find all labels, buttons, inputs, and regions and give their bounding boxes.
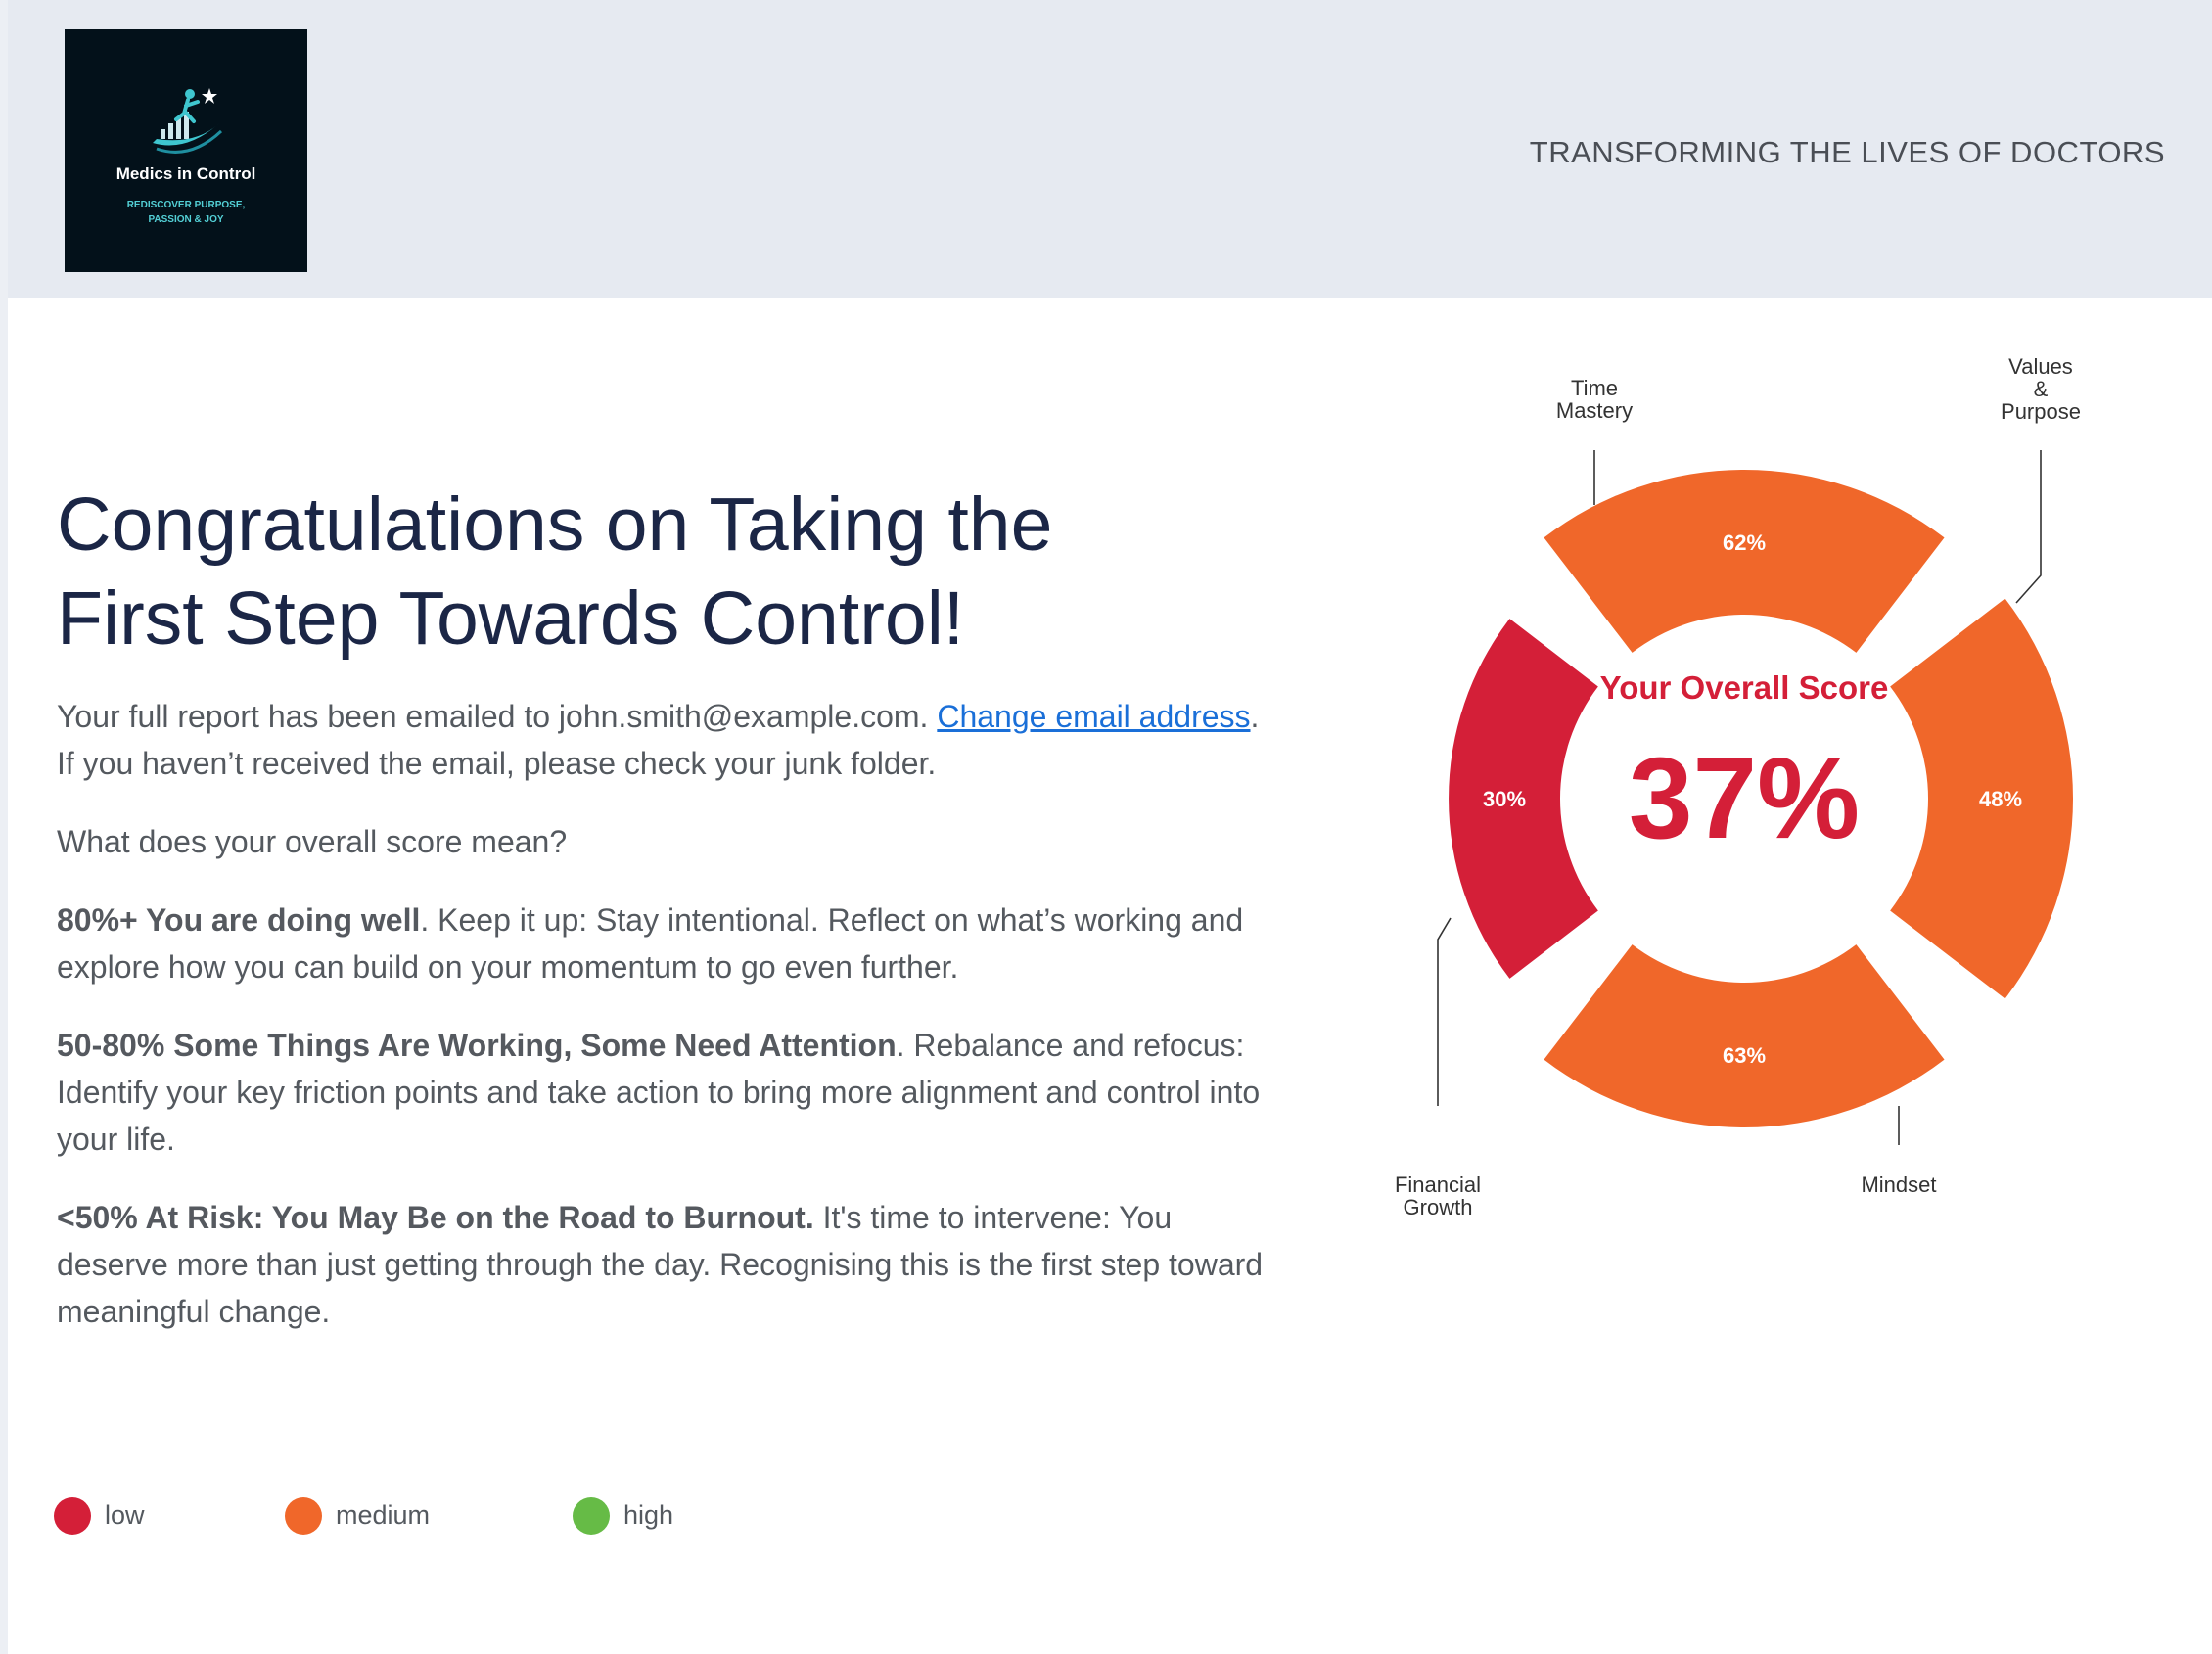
donut-segment-financial-growth [1544, 944, 1944, 1127]
logo-tagline-line1: REDISCOVER PURPOSE, [126, 200, 246, 210]
category-label: Growth [1403, 1195, 1473, 1219]
category-label: Purpose [2001, 399, 2081, 424]
legend-dot-high [573, 1497, 610, 1535]
score-band-heading: 50-80% Some Things Are Working, Some Need Attention [57, 1028, 897, 1063]
left-edge-strip [0, 0, 8, 1654]
legend-label: low [105, 1500, 145, 1530]
results-content [57, 478, 1270, 1335]
logo-tagline-line2: PASSION & JOY [148, 214, 224, 225]
category-label: Mastery [1555, 398, 1634, 423]
header-tagline: TRANSFORMING THE LIVES OF DOCTORS [1529, 135, 2165, 169]
leader-line [1438, 918, 1451, 1106]
donut-value-label: 48% [1978, 787, 2023, 811]
score-band-medium [57, 1022, 1270, 1163]
category-label: Values [2008, 354, 2073, 379]
page-title-line1: Congratulations on Taking the [57, 482, 1053, 567]
score-band-high [57, 896, 1270, 990]
page-title [57, 478, 1270, 666]
score-band-low [57, 1194, 1270, 1335]
logo-title: Medics in Control [115, 164, 256, 183]
donut-value-label: 63% [1722, 1043, 1767, 1068]
score-band-heading: 80%+ You are doing well [57, 902, 421, 938]
email-notice-text: Your full report has been emailed to john.smith@example.com. [57, 699, 938, 734]
header-bar [8, 0, 2212, 298]
legend-dot-low [54, 1497, 91, 1535]
logo[interactable] [65, 29, 307, 272]
legend-label: high [623, 1500, 674, 1530]
category-label: & [2033, 377, 2049, 401]
overall-score-label: Your Overall Score [1599, 669, 1889, 706]
legend-label: medium [336, 1500, 431, 1530]
overall-score-value: 37% [1628, 734, 1861, 863]
score-question: What does your overall score mean? [57, 824, 568, 859]
logo-runner-icon [147, 84, 225, 159]
leader-line [2016, 450, 2041, 603]
score-band-text: . Rebalance and refocus: Identify your key friction points and take action to bring more alignment and control into your life. [57, 1028, 1261, 1157]
overall-score-donut-chart [1331, 333, 2173, 1292]
category-label: Financial [1394, 1172, 1482, 1197]
page-title-line2: First Step Towards Control! [57, 576, 965, 661]
email-notice [57, 693, 1270, 787]
donut-value-label: 30% [1482, 787, 1527, 811]
category-label: Mindset [1861, 1172, 1937, 1197]
logo-tagline [65, 198, 307, 227]
donut-segment-values-purpose [1544, 470, 1944, 653]
score-band-text: . Keep it up: Stay intentional. Reflect on what’s working and explore how you can build on your momentum to go even further. [57, 902, 1244, 985]
donut-value-label: 62% [1722, 530, 1767, 555]
score-band-text: It's time to intervene: You deserve more than just getting through the day. Recognising this is the first step toward meaningful change. [57, 1200, 1264, 1329]
change-email-link[interactable]: Change email address [937, 699, 1251, 734]
score-band-heading: <50% At Risk: You May Be on the Road to Burnout. [57, 1200, 814, 1235]
category-label: Time [1570, 376, 1619, 400]
legend-dot-medium [285, 1497, 322, 1535]
email-notice-suffix: . If you haven’t received the email, please check your junk folder. [57, 699, 1260, 781]
